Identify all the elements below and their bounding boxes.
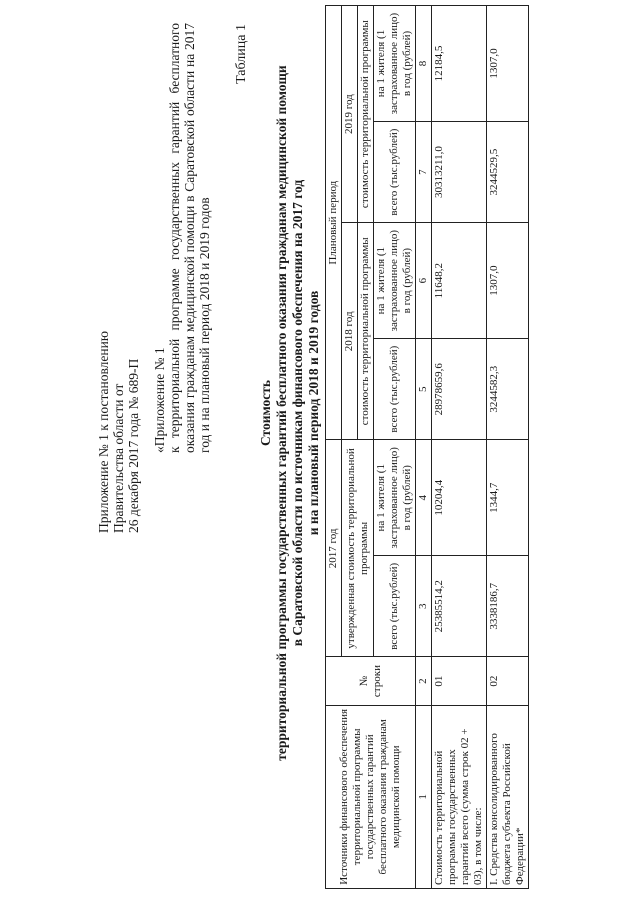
row-code: 02 [487,657,529,705]
annex-heading: «Приложение № 1 [152,347,167,453]
value-2019-per-capita: 1307,0 [487,6,529,122]
title-line-4: и на плановый период 2018 и 2019 годов [306,290,321,536]
table-row [432,6,487,889]
approval-reference [96,133,141,533]
table-label: Таблица 1 [234,24,249,84]
header-cost-2019: стоимость территориальной программы [358,6,374,223]
value-2017-total: 25385514,2 [432,556,487,657]
column-number: 7 [416,121,432,222]
header-2017: 2017 год [326,440,342,657]
value-2017-per-capita: 1344,7 [487,440,529,556]
row-source: Стоимость территориальной программы государственных гарантий всего (сумма строк 02 + 03), в том числе: [432,705,487,888]
header-per-capita-2017: на 1 жителя (1 застрахованное лицо) в год (рублей) [374,440,416,556]
header-cost-2018: стоимость территориальной программы [358,223,374,440]
row-code: 01 [432,657,487,705]
value-2018-total: 3244582,3 [487,339,529,440]
column-number-row [416,6,432,889]
annex-reference [152,23,212,453]
header-source: Источники финансового обеспечения территориальной программы государственных гарантий бесплатного оказания гражданам медицинской помощи [326,705,416,888]
annex-body: к территориальной программе государственных гарантий бесплатного оказания гражданам медицинской помощи в Саратовской области на 2017 год и на плановый период 2018 и 2019 годов [167,23,212,453]
column-number: 1 [416,705,432,888]
title-line-2: территориальной программы государственных гарантий бесплатного оказания гражданам медицинской помощи [274,65,289,761]
value-2017-per-capita: 10204,4 [432,440,487,556]
title-line-3: в Саратовской области по источникам финансового обеспечения на 2017 год [290,179,305,647]
header-total-2018: всего (тыс.рублей) [374,339,416,440]
approval-line-1: Приложение № 1 к постановлению [96,331,111,533]
value-2018-per-capita: 11648,2 [432,223,487,339]
header-planned-period: Плановый период [326,6,342,440]
table-row [487,6,529,889]
header-per-capita-2019: на 1 жителя (1 застрахованное лицо) в год (рублей) [374,6,416,122]
cost-table [325,5,529,889]
column-number: 3 [416,556,432,657]
value-2019-total: 3244529,5 [487,121,529,222]
value-2019-total: 30313211,0 [432,121,487,222]
column-number: 4 [416,440,432,556]
row-source: I. Средства консолидированного бюджета субъекта Российской Федерации* [487,705,529,888]
column-number: 5 [416,339,432,440]
document-title [258,3,322,823]
approval-line-3: 26 декабря 2017 года № 689-П [126,358,141,533]
header-total-2019: всего (тыс.рублей) [374,121,416,222]
value-2018-per-capita: 1307,0 [487,223,529,339]
column-number: 8 [416,6,432,122]
header-2019: 2019 год [342,6,358,223]
header-per-capita-2018: на 1 жителя (1 застрахованное лицо) в год (рублей) [374,223,416,339]
header-row-number: № строки [326,657,416,705]
value-2017-total: 3338186,7 [487,556,529,657]
title-line-1: Стоимость [258,379,273,447]
column-number: 6 [416,223,432,339]
header-approved-cost: утвержденная стоимость территориальной программы [342,440,374,657]
value-2019-per-capita: 12184,5 [432,6,487,122]
column-number: 2 [416,657,432,705]
header-total-2017: всего (тыс.рублей) [374,556,416,657]
value-2018-total: 28978659,6 [432,339,487,440]
header-2018: 2018 год [342,223,358,440]
approval-line-2: Правительства области от [111,383,126,533]
header-row-1 [326,6,342,889]
